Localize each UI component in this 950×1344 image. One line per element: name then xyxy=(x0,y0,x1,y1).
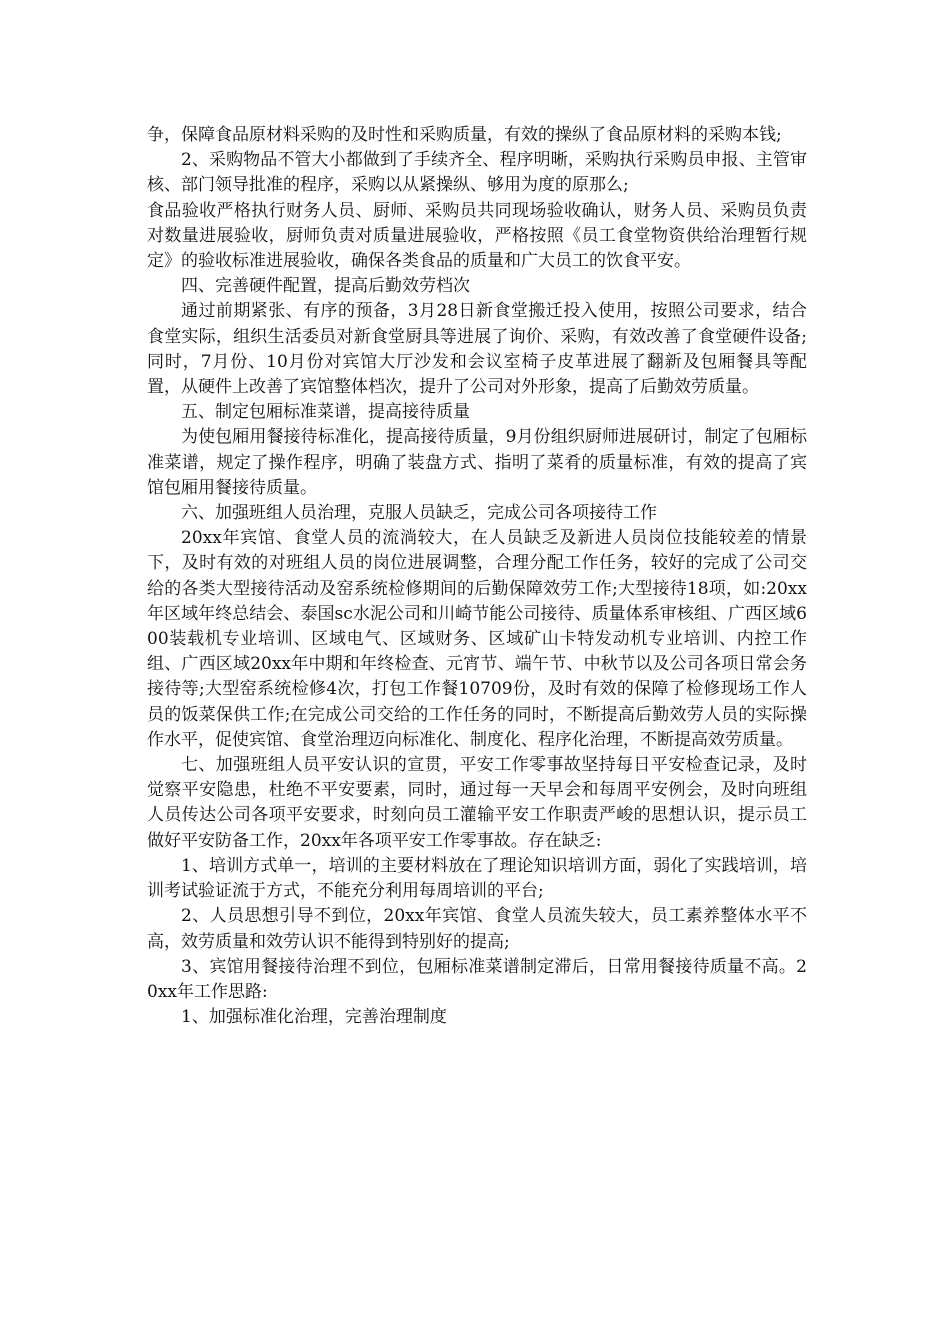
paragraph-safety: 七、加强班组人员平安认识的宣贯，平安工作零事故坚持每日平安检查记录，及时觉察平安隐患，杜绝不平安要素，同时，通过每一天早会和每周平安例会，及时向班组人员传达公司各项平安要求，时刻向员工灌输平安工作职责严峻的思想认识，提示员工做好平安防备工作，20xx年各项平安工作零事故。存在缺乏: xyxy=(147,755,807,851)
paragraph-food-inspection: 食品验收严格执行财务人员、厨师、采购员共同现场验收确认，财务人员、采购员负责对数量进展验收，厨师负责对质量进展验收，严格按照《员工食堂物资供给治理暂行规定》的验收标准进展验收，确保各类食品的质量和广大员工的饮食平安。 xyxy=(147,200,807,272)
section-heading-menu: 五、制定包厢标准菜谱，提高接待质量 xyxy=(181,402,470,423)
list-item-shortcoming-training: 1、培训方式单一，培训的主要材料放在了理论知识培训方面，弱化了实践培训，培训考试验证流于方式，不能充分利用每周培训的平台; xyxy=(147,855,807,902)
list-item-shortcoming-personnel: 2、人员思想引导不到位，20xx年宾馆、食堂人员流失较大，员工素养整体水平不高，效劳质量和效劳认识不能得到特别好的提高; xyxy=(147,906,807,952)
section-heading-hardware: 四、完善硬件配置，提高后勤效劳档次 xyxy=(181,276,470,297)
paragraph-procurement-procedure: 2、采购物品不管大小都做到了手续齐全、程序明晰，采购执行采购员申报、主管审核、部门领导批准的程序，采购以从紧操纵、够用为度的原那么; xyxy=(147,150,807,196)
paragraph-procurement-cost: 争，保障食品原材料采购的及时性和采购质量，有效的操纵了食品原材料的采购本钱; xyxy=(147,125,782,145)
paragraph-hardware: 通过前期紧张、有序的预备，3月28日新食堂搬迁投入使用，按照公司要求，结合食堂实际，组织生活委员对新食堂厨具等进展了询价、采购，有效改善了食堂硬件设备;同时，7月份、10月份对宾馆大厅沙发和会议室椅子皮革进展了翻新及包厢餐具等配置，从硬件上改善了宾馆整体档次，提升了公司对外形象，提高了后勤效劳质量。 xyxy=(147,301,807,398)
paragraph-menu: 为使包厢用餐接待标准化，提高接待质量，9月份组织厨师进展研讨，制定了包厢标准菜谱，规定了操作程序，明确了装盘方式、指明了菜肴的质量标准，有效的提高了宾馆包厢用餐接待质量。 xyxy=(147,427,807,498)
document-body xyxy=(147,123,807,1030)
list-item-plan-standardization: 1、加强标准化治理，完善治理制度 xyxy=(181,1007,447,1028)
section-heading-staff: 六、加强班组人员治理，克服人员缺乏，完成公司各项接待工作 xyxy=(181,503,657,524)
list-item-shortcoming-reception: 3、宾馆用餐接待治理不到位，包厢标准菜谱制定滞后，日常用餐接待质量不高。20xx年工作思路: xyxy=(147,956,807,1002)
paragraph-staff: 20xx年宾馆、食堂人员的流淌较大，在人员缺乏及新进人员岗位技能较差的情景下，及时有效的对班组人员的岗位进展调整，合理分配工作任务，较好的完成了公司交给的各类大型接待活动及窑系统检修期间的后勤保障效劳工作;大型接待18项，如:20xx年区域年终总结会、泰国sc水泥公司和川崎节能公司接待、质量体系审核组、广西区域600装载机专业培训、区域电气、区域财务、区域矿山卡特发动机专业培训、内控工作组、广西区域20xx年中期和年终检查、元宵节、端午节、中秋节以及公司各项日常会务接待等;大型窑系统检修4次，打包工作餐10709份，及时有效的保障了检修现场工作人员的饭菜保供工作;在完成公司交给的工作任务的同时，不断提高后勤效劳人员的实际操作水平，促使宾馆、食堂治理迈向标准化、制度化、程序化治理，不断提高效劳质量。 xyxy=(147,528,807,750)
